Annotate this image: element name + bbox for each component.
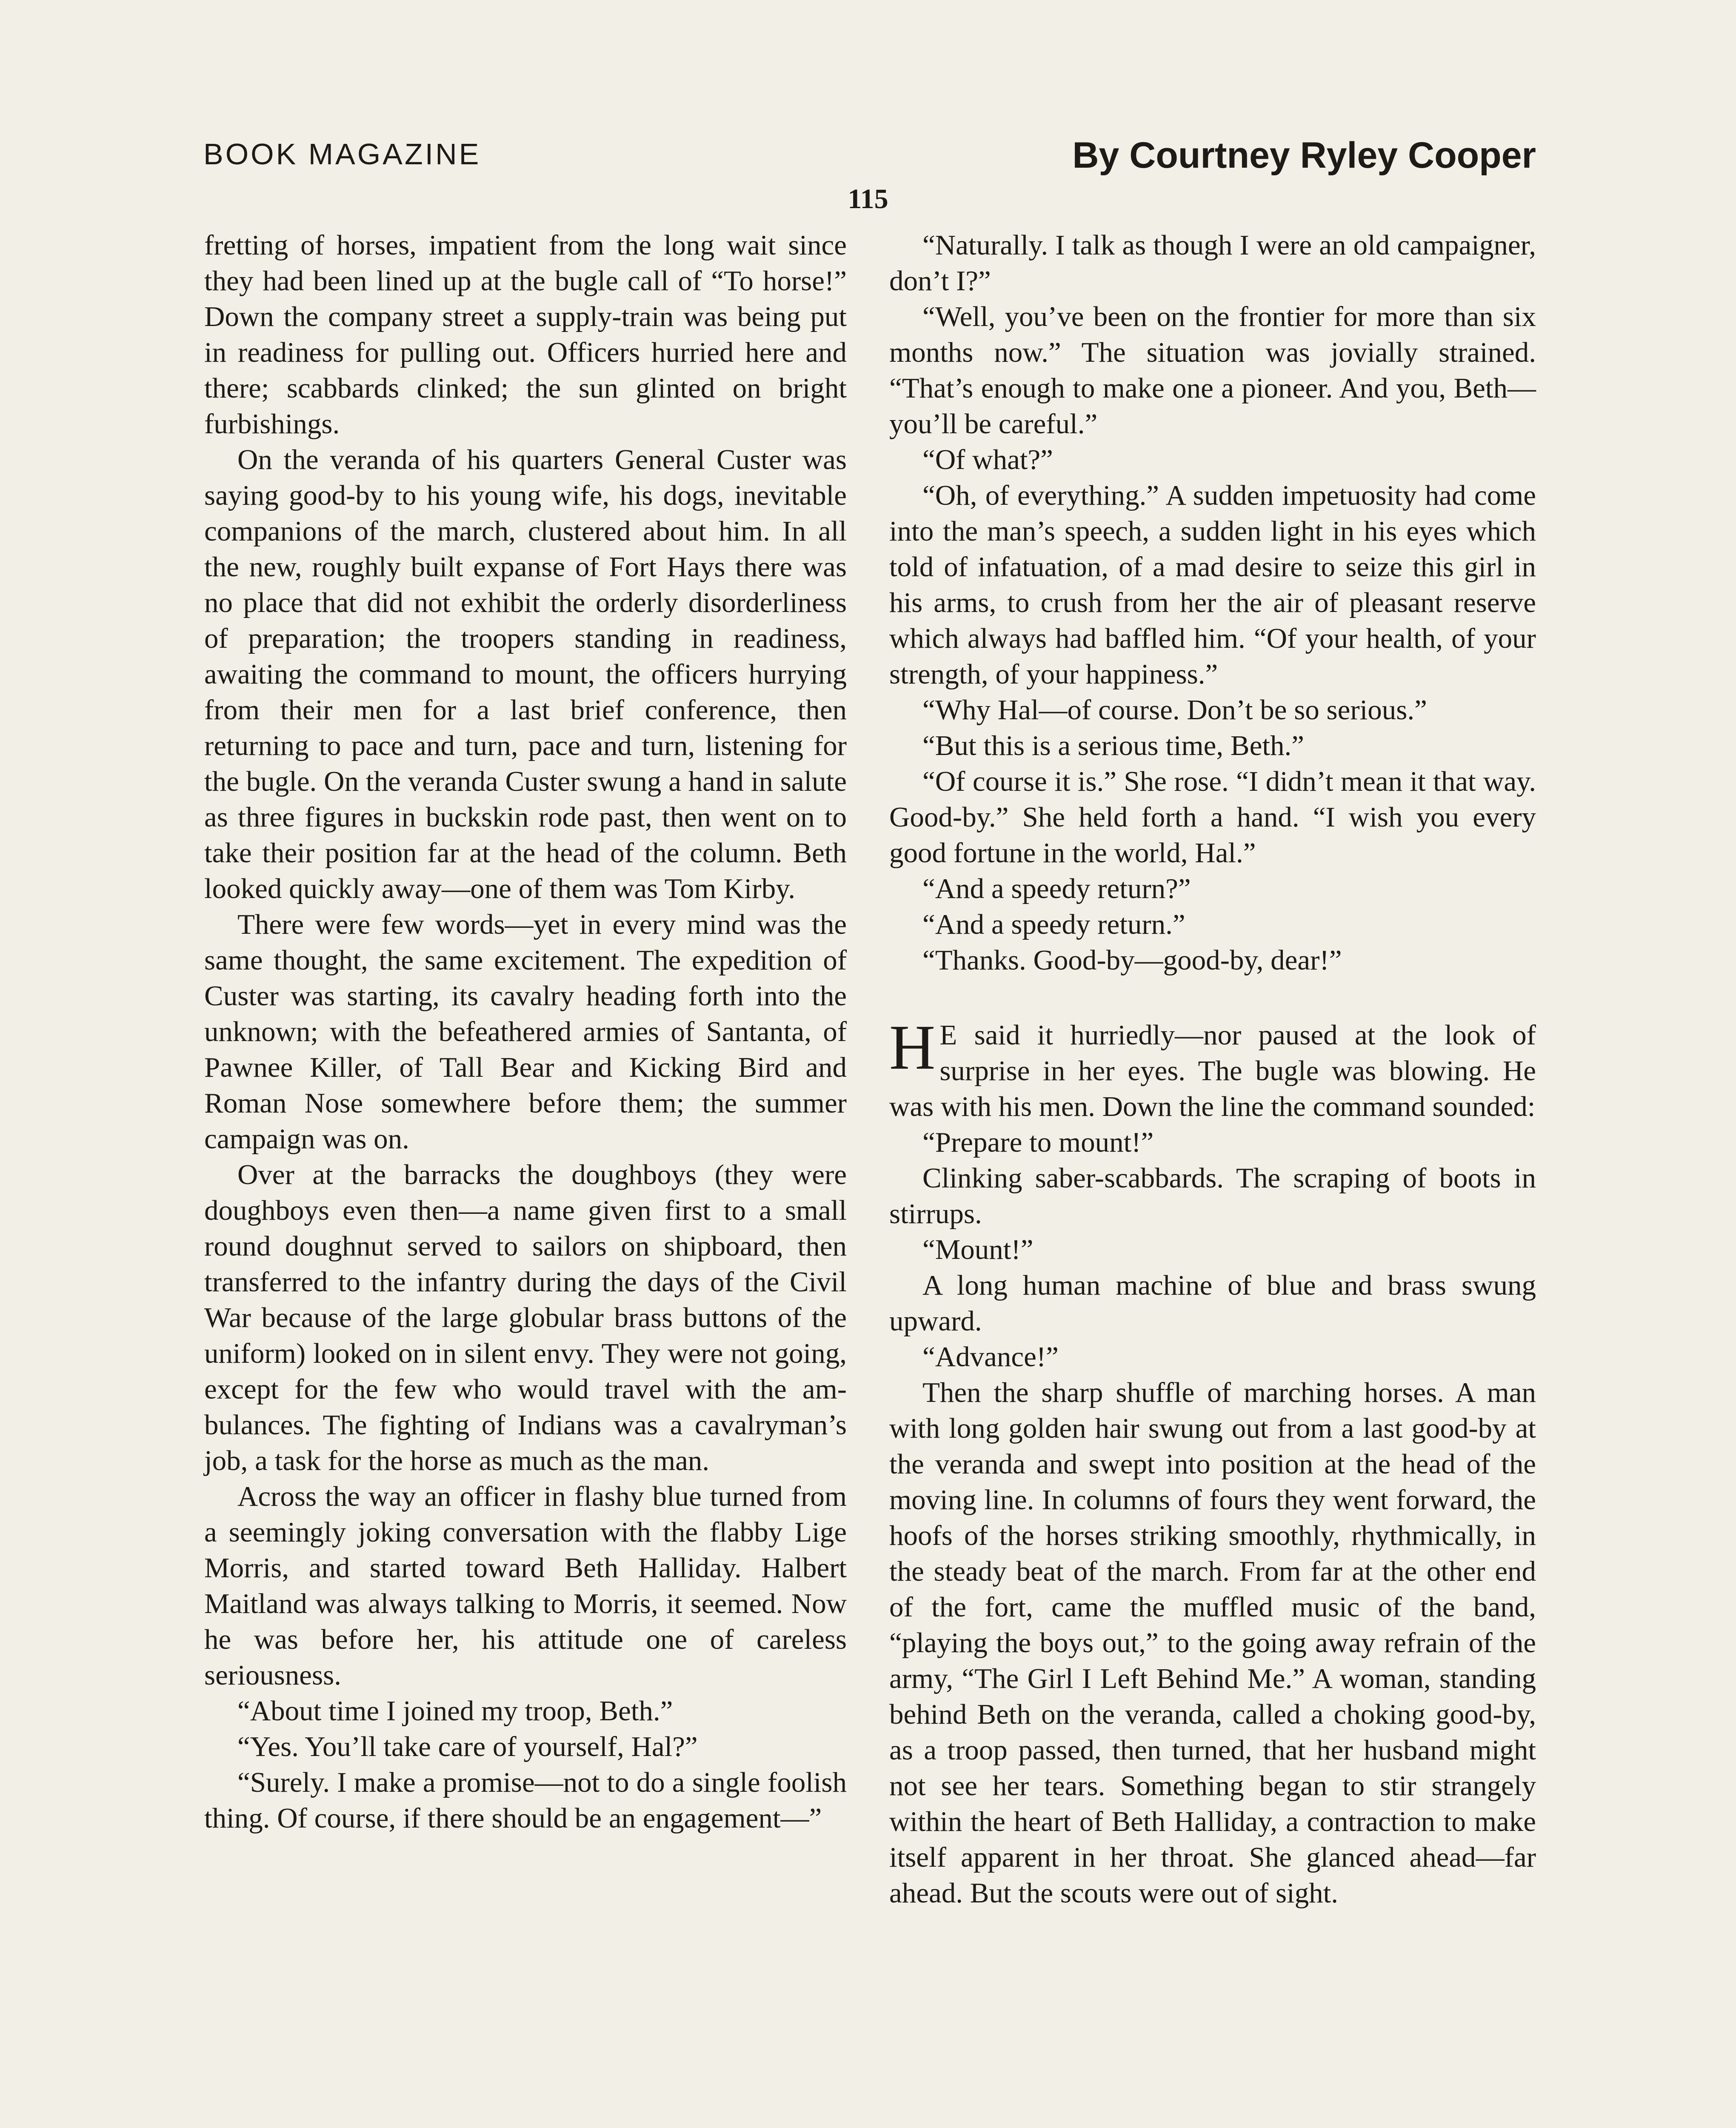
paragraph: “And a speedy return.” xyxy=(922,909,1185,940)
paragraph: Across the way an officer in flashy blue turned from a seemingly joking conversation with the flabby Lige Morris, and started toward Beth Halliday. Halbert Maitland was always talking to Morris, it seemed. Now he was before her, his attitude one of careless seriousness. xyxy=(204,1481,847,1691)
magazine-title: BOOK MAGAZINE xyxy=(203,137,481,171)
paragraph: “Advance!” xyxy=(922,1341,1059,1373)
paragraph: “Surely. I make a promise—not to do a single foolish thing. Of course, if there should be an engagement—” xyxy=(204,1767,847,1834)
paragraph: Then the sharp shuffle of marching horses. A man with long golden hair swung out from a last good-by at the veranda and swept into position at the head of the moving line. In columns of fours they went forward, the hoofs of the horses striking smoothly, rhythmically, in the steady beat of the march. From far at the other end of the fort, came the muffled music of the band, “playing the boys out,” to the going away refrain of the army, “The Girl I Left Behind Me.” A woman, standing behind Beth on the veranda, called a choking good-by, as a troop passed, then turned, that her husband might not see her tears. Something began to stir strangely within the heart of Beth Halliday, a contraction to make itself apparent in her throat. She glanced ahead—far ahead. But the scouts were out of sight. xyxy=(889,1377,1536,1909)
paragraph: “Oh, of everything.” A sudden impetuosity had come into the man’s speech, a sudden light in his eyes which told of infatuation, of a mad desire to seize this girl in his arms, to crush from her the air of pleasant reserve which always had baffled him. “Of your health, of your strength, of your happiness.” xyxy=(889,480,1536,690)
paragraph: “Mount!” xyxy=(922,1234,1034,1265)
paragraph: “And a speedy return?” xyxy=(922,873,1191,904)
left-column xyxy=(204,227,847,1836)
drop-cap: H xyxy=(889,1012,936,1083)
paragraph: “Of what?” xyxy=(922,444,1053,475)
paragraph: Over at the barracks the doughboys (they were doughboys even then—a name given first to a small round doughnut served to sailors on shipboard, then transferred to the infantry during the days of the Civil War because of the large globular brass buttons of the uniform) looked on in silent envy. They were not going, except for the few who would travel with the ambulances. The fighting of Indians was a cavalryman’s job, a task for the horse as much as the man. xyxy=(204,1159,847,1476)
paragraph: Clinking saber-scabbards. The scraping of boots in stirrups. xyxy=(889,1162,1536,1230)
paragraph: “But this is a serious time, Beth.” xyxy=(922,730,1304,761)
paragraph: “About time I joined my troop, Beth.” xyxy=(237,1695,673,1727)
section-opening-paragraph xyxy=(889,1012,1536,1124)
right-column xyxy=(889,227,1536,1911)
author-byline: By Courtney Ryley Cooper xyxy=(1072,135,1536,176)
page-number: 115 xyxy=(848,183,888,215)
paragraph: “Naturally. I talk as though I were an old campaigner, don’t I?” xyxy=(889,229,1536,297)
paragraph: fretting of horses, impatient from the long wait since they had been lined up at the bugle call of “To horse!” Down the company street a supply-train was being put in readiness for pulling out. Officers hurried here and there; scabbards clinked; the sun glinted on bright furbishings. xyxy=(204,229,847,440)
paragraph: “Prepare to mount!” xyxy=(922,1127,1154,1158)
paragraph: “Of course it is.” She rose. “I didn’t mean it that way. Good-by.” She held forth a hand. “I wish you every good fortune in the world, Hal.” xyxy=(889,766,1536,869)
opening-text: E said it hurriedly—nor paused at the look of surprise in her eyes. The bugle was blowing. He was with his men. Down the line the command sounded: xyxy=(889,1019,1536,1122)
paragraph: “Well, you’ve been on the frontier for more than six months now.” The situation was jovially strained. “That’s enough to make one a pioneer. And you, Beth—you’ll be careful.” xyxy=(889,301,1536,440)
paragraph: “Thanks. Good-by—good-by, dear!” xyxy=(922,944,1342,976)
paragraph: “Yes. You’ll take care of yourself, Hal?” xyxy=(237,1731,698,1762)
paragraph: “Why Hal—of course. Don’t be so serious.” xyxy=(922,694,1427,726)
paragraph: On the veranda of his quarters General Custer was saying good-by to his young wife, his dogs, inevitable companions of the march, clustered about him. In all the new, roughly built expanse of Fort Hays there was no place that did not exhibit the orderly disorderliness of preparation; the troopers standing in readiness, awaiting the command to mount, the officers hurrying from their men for a last brief conference, then returning to pace and turn, pace and turn, listening for the bugle. On the veranda Custer swung a hand in salute as three figures in buckskin rode past, then went on to take their position far at the head of the column. Beth looked quickly away—one of them was Tom Kirby. xyxy=(204,444,847,904)
paragraph: There were few words—yet in every mind was the same thought, the same excitement. The expedition of Custer was starting, its cavalry heading forth into the unknown; with the befeathered armies of Santanta, of Pawnee Killer, of Tall Bear and Kicking Bird and Roman Nose somewhere before them; the summer campaign was on. xyxy=(204,909,847,1155)
paragraph: A long human machine of blue and brass swung upward. xyxy=(889,1270,1536,1337)
